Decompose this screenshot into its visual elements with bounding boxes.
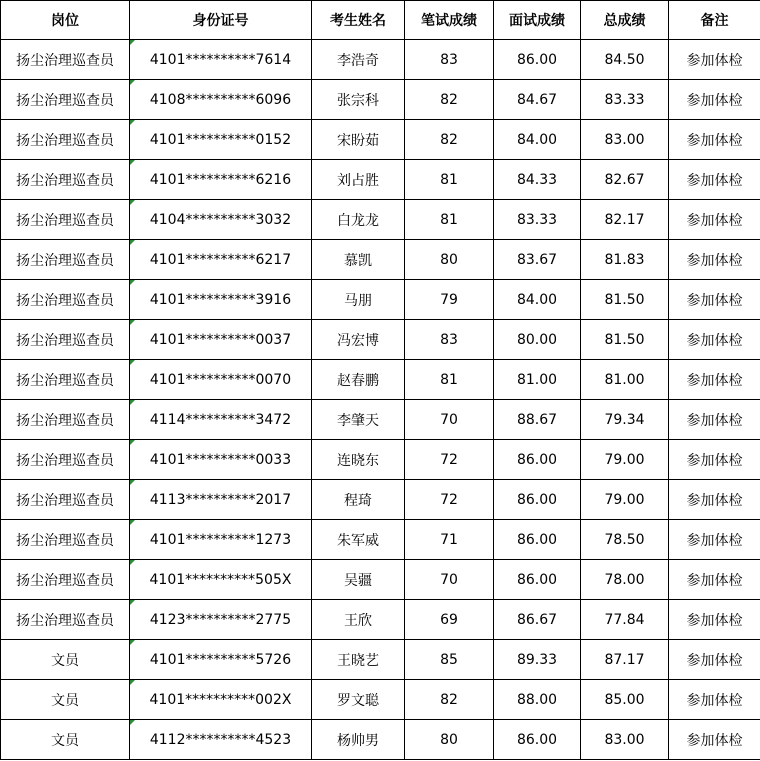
position-cell: 文员: [1, 720, 130, 760]
table-row: [1, 640, 760, 680]
written-score-cell: 71: [405, 520, 494, 560]
remark-cell: 参加体检: [669, 720, 760, 760]
id-number-text: 4101**********3916: [149, 291, 292, 308]
total-score-cell: 84.50: [581, 40, 669, 80]
id-number-cell: [130, 280, 312, 320]
cell-indicator-icon: [130, 280, 135, 285]
total-score-cell: 82.17: [581, 200, 669, 240]
table-row: [1, 400, 760, 440]
id-number-cell: [130, 640, 312, 680]
id-number-text: 4101**********0033: [149, 451, 292, 468]
candidate-name-cell: 李肇天: [312, 400, 405, 440]
table-row: [1, 320, 760, 360]
total-score-cell: 87.17: [581, 640, 669, 680]
header-total-score: 总成绩: [581, 1, 669, 40]
cell-indicator-icon: [130, 360, 135, 365]
remark-cell: 参加体检: [669, 600, 760, 640]
id-number-text: 4101**********1273: [149, 531, 292, 548]
candidate-name-cell: 王晓艺: [312, 640, 405, 680]
candidate-name-cell: 吴疆: [312, 560, 405, 600]
cell-indicator-icon: [130, 480, 135, 485]
position-cell: 扬尘治理巡查员: [1, 560, 130, 600]
candidate-name-cell: 赵春鹏: [312, 360, 405, 400]
table-row: [1, 360, 760, 400]
interview-score-cell: 88.67: [494, 400, 581, 440]
candidate-name-cell: 连晓东: [312, 440, 405, 480]
written-score-cell: 70: [405, 560, 494, 600]
remark-cell: 参加体检: [669, 520, 760, 560]
interview-score-cell: 80.00: [494, 320, 581, 360]
candidate-name-cell: 李浩奇: [312, 40, 405, 80]
table-row: [1, 120, 760, 160]
interview-score-cell: 86.00: [494, 520, 581, 560]
id-number-cell: [130, 240, 312, 280]
remark-cell: 参加体检: [669, 560, 760, 600]
id-number-text: 4101**********505X: [149, 571, 292, 588]
header-written-score: 笔试成绩: [405, 1, 494, 40]
interview-score-cell: 86.00: [494, 560, 581, 600]
written-score-cell: 72: [405, 440, 494, 480]
cell-indicator-icon: [130, 200, 135, 205]
id-number-cell: [130, 360, 312, 400]
id-number-cell: [130, 520, 312, 560]
total-score-cell: 83.00: [581, 120, 669, 160]
remark-cell: 参加体检: [669, 120, 760, 160]
header-candidate-name: 考生姓名: [312, 1, 405, 40]
remark-cell: 参加体检: [669, 160, 760, 200]
id-number-cell: [130, 320, 312, 360]
candidate-name-cell: 宋盼茹: [312, 120, 405, 160]
remark-cell: 参加体检: [669, 400, 760, 440]
id-number-text: 4101**********6217: [149, 251, 292, 268]
total-score-cell: 78.50: [581, 520, 669, 560]
candidate-name-cell: 程琦: [312, 480, 405, 520]
position-cell: 扬尘治理巡查员: [1, 240, 130, 280]
written-score-cell: 80: [405, 240, 494, 280]
remark-cell: 参加体检: [669, 80, 760, 120]
cell-indicator-icon: [130, 600, 135, 605]
header-id-number: 身份证号: [130, 1, 312, 40]
position-cell: 文员: [1, 640, 130, 680]
cell-indicator-icon: [130, 640, 135, 645]
position-cell: 扬尘治理巡查员: [1, 520, 130, 560]
id-number-text: 4114**********3472: [149, 411, 292, 428]
written-score-cell: 82: [405, 80, 494, 120]
remark-cell: 参加体检: [669, 440, 760, 480]
position-cell: 扬尘治理巡查员: [1, 400, 130, 440]
interview-score-cell: 86.67: [494, 600, 581, 640]
header-interview-score: 面试成绩: [494, 1, 581, 40]
id-number-cell: [130, 720, 312, 760]
table-row: [1, 520, 760, 560]
table-header: [1, 1, 760, 40]
candidate-name-cell: 王欣: [312, 600, 405, 640]
table-row: [1, 280, 760, 320]
id-number-cell: [130, 80, 312, 120]
table-row: [1, 440, 760, 480]
header-remark: 备注: [669, 1, 760, 40]
id-number-cell: [130, 120, 312, 160]
candidate-name-cell: 马朋: [312, 280, 405, 320]
total-score-cell: 82.67: [581, 160, 669, 200]
written-score-cell: 83: [405, 40, 494, 80]
cell-indicator-icon: [130, 160, 135, 165]
id-number-cell: [130, 200, 312, 240]
total-score-cell: 79.00: [581, 440, 669, 480]
cell-indicator-icon: [130, 520, 135, 525]
id-number-cell: [130, 40, 312, 80]
id-number-cell: [130, 480, 312, 520]
id-number-text: 4101**********5726: [149, 651, 292, 668]
candidate-name-cell: 朱军威: [312, 520, 405, 560]
remark-cell: 参加体检: [669, 640, 760, 680]
total-score-cell: 83.33: [581, 80, 669, 120]
table-row: [1, 720, 760, 760]
total-score-cell: 81.50: [581, 320, 669, 360]
position-cell: 扬尘治理巡查员: [1, 280, 130, 320]
table-row: [1, 40, 760, 80]
total-score-cell: 83.00: [581, 720, 669, 760]
written-score-cell: 83: [405, 320, 494, 360]
total-score-cell: 81.50: [581, 280, 669, 320]
remark-cell: 参加体检: [669, 360, 760, 400]
position-cell: 扬尘治理巡查员: [1, 160, 130, 200]
table-row: [1, 160, 760, 200]
position-cell: 扬尘治理巡查员: [1, 320, 130, 360]
total-score-cell: 79.34: [581, 400, 669, 440]
cell-indicator-icon: [130, 680, 135, 685]
id-number-cell: [130, 600, 312, 640]
written-score-cell: 82: [405, 680, 494, 720]
interview-score-cell: 84.33: [494, 160, 581, 200]
total-score-cell: 81.00: [581, 360, 669, 400]
cell-indicator-icon: [130, 120, 135, 125]
cell-indicator-icon: [130, 240, 135, 245]
header-position: 岗位: [1, 1, 130, 40]
remark-cell: 参加体检: [669, 240, 760, 280]
interview-score-cell: 84.00: [494, 280, 581, 320]
candidate-name-cell: 罗文聪: [312, 680, 405, 720]
table-body: [1, 40, 760, 760]
position-cell: 扬尘治理巡查员: [1, 200, 130, 240]
cell-indicator-icon: [130, 40, 135, 45]
total-score-cell: 85.00: [581, 680, 669, 720]
cell-indicator-icon: [130, 320, 135, 325]
candidate-name-cell: 张宗科: [312, 80, 405, 120]
remark-cell: 参加体检: [669, 280, 760, 320]
total-score-cell: 78.00: [581, 560, 669, 600]
table-row: [1, 200, 760, 240]
written-score-cell: 85: [405, 640, 494, 680]
id-number-text: 4101**********0037: [149, 331, 292, 348]
written-score-cell: 79: [405, 280, 494, 320]
interview-score-cell: 83.33: [494, 200, 581, 240]
table-row: [1, 240, 760, 280]
interview-score-cell: 84.67: [494, 80, 581, 120]
candidate-name-cell: 杨帅男: [312, 720, 405, 760]
cell-indicator-icon: [130, 440, 135, 445]
id-number-text: 4101**********7614: [149, 51, 292, 68]
candidate-name-cell: 慕凯: [312, 240, 405, 280]
header-row: [1, 1, 760, 40]
interview-score-cell: 81.00: [494, 360, 581, 400]
remark-cell: 参加体检: [669, 320, 760, 360]
id-number-cell: [130, 680, 312, 720]
id-number-cell: [130, 560, 312, 600]
interview-score-cell: 86.00: [494, 440, 581, 480]
remark-cell: 参加体检: [669, 680, 760, 720]
table-row: [1, 80, 760, 120]
cell-indicator-icon: [130, 720, 135, 725]
position-cell: 文员: [1, 680, 130, 720]
position-cell: 扬尘治理巡查员: [1, 40, 130, 80]
table-row: [1, 560, 760, 600]
written-score-cell: 81: [405, 360, 494, 400]
total-score-cell: 81.83: [581, 240, 669, 280]
candidate-name-cell: 白龙龙: [312, 200, 405, 240]
position-cell: 扬尘治理巡查员: [1, 480, 130, 520]
interview-score-cell: 84.00: [494, 120, 581, 160]
interview-score-cell: 86.00: [494, 480, 581, 520]
written-score-cell: 80: [405, 720, 494, 760]
remark-cell: 参加体检: [669, 200, 760, 240]
id-number-text: 4101**********0070: [149, 371, 292, 388]
written-score-cell: 81: [405, 160, 494, 200]
position-cell: 扬尘治理巡查员: [1, 440, 130, 480]
id-number-text: 4101**********0152: [149, 131, 292, 148]
remark-cell: 参加体检: [669, 480, 760, 520]
candidate-name-cell: 刘占胜: [312, 160, 405, 200]
interview-score-cell: 86.00: [494, 40, 581, 80]
id-number-cell: [130, 400, 312, 440]
position-cell: 扬尘治理巡查员: [1, 80, 130, 120]
cell-indicator-icon: [130, 400, 135, 405]
candidate-name-cell: 冯宏博: [312, 320, 405, 360]
position-cell: 扬尘治理巡查员: [1, 360, 130, 400]
interview-score-cell: 88.00: [494, 680, 581, 720]
position-cell: 扬尘治理巡查员: [1, 120, 130, 160]
id-number-text: 4101**********002X: [149, 691, 292, 708]
id-number-text: 4123**********2775: [149, 611, 292, 628]
table-row: [1, 480, 760, 520]
position-cell: 扬尘治理巡查员: [1, 600, 130, 640]
cell-indicator-icon: [130, 560, 135, 565]
cell-indicator-icon: [130, 80, 135, 85]
table-row: [1, 600, 760, 640]
written-score-cell: 72: [405, 480, 494, 520]
id-number-text: 4108**********6096: [149, 91, 292, 108]
written-score-cell: 82: [405, 120, 494, 160]
table-row: [1, 680, 760, 720]
interview-score-cell: 86.00: [494, 720, 581, 760]
written-score-cell: 81: [405, 200, 494, 240]
id-number-cell: [130, 440, 312, 480]
id-number-text: 4101**********6216: [149, 171, 292, 188]
id-number-text: 4104**********3032: [149, 211, 292, 228]
written-score-cell: 69: [405, 600, 494, 640]
id-number-cell: [130, 160, 312, 200]
interview-score-cell: 89.33: [494, 640, 581, 680]
total-score-cell: 77.84: [581, 600, 669, 640]
total-score-cell: 79.00: [581, 480, 669, 520]
written-score-cell: 70: [405, 400, 494, 440]
remark-cell: 参加体检: [669, 40, 760, 80]
id-number-text: 4113**********2017: [149, 491, 292, 508]
id-number-text: 4112**********4523: [149, 731, 292, 748]
interview-score-cell: 83.67: [494, 240, 581, 280]
